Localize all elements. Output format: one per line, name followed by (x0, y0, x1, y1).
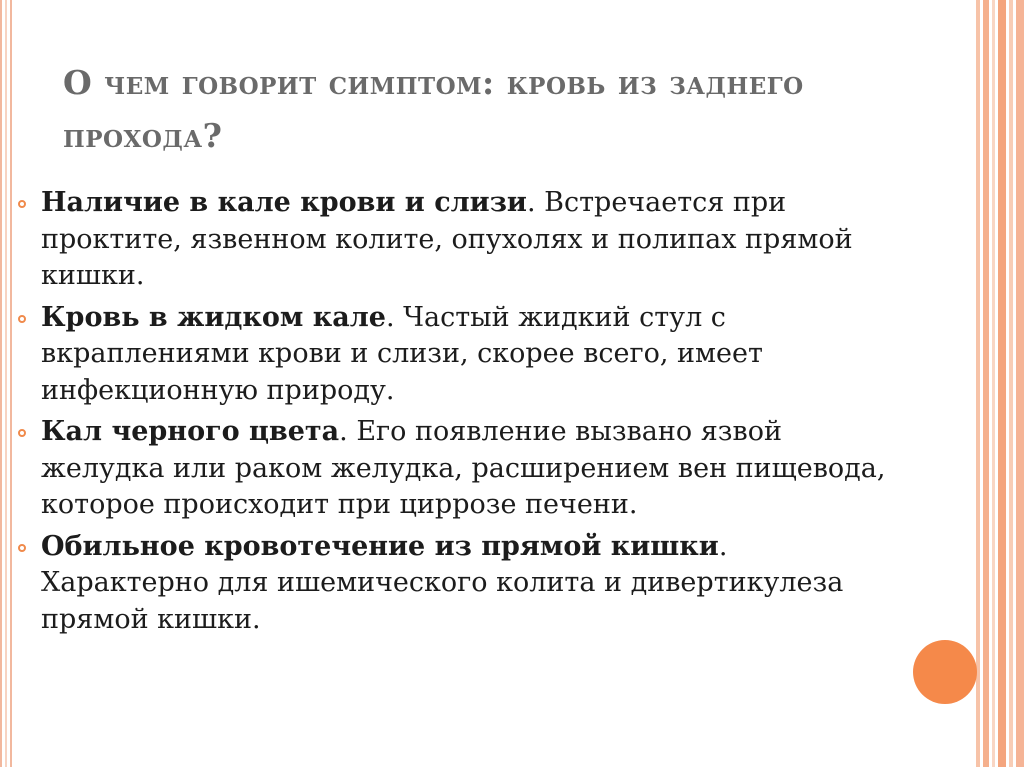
list-item (18, 185, 888, 295)
left-decorative-border (0, 0, 12, 767)
slide-title: О чем говорит симптом: кровь из заднего прохода? (63, 63, 804, 155)
list-item (18, 300, 888, 410)
item-text: . Встречается при проктите, язвенном колите, опухолях и полипах прямой кишки. (41, 187, 853, 291)
item-text: . Характерно для ишемического колита и дивертикулеза прямой кишки. (41, 530, 844, 635)
list-item (18, 529, 888, 639)
circle-bullet-icon (18, 200, 26, 208)
list-item (18, 414, 888, 524)
bullet-list (18, 185, 888, 643)
item-text: . Его появление вызвано язвой желудка или раком желудка, расширением вен пищевода, которое происходит при циррозе печени. (41, 416, 886, 520)
item-bold-text: Обильное кровотечение из прямой кишки (41, 530, 719, 562)
orange-circle-icon (913, 640, 977, 704)
circle-bullet-icon (18, 544, 26, 552)
item-bold-text: Наличие в кале крови и слизи (41, 187, 527, 218)
circle-bullet-icon (18, 429, 26, 437)
item-text: . Частый жидкий стул с вкраплениями крови и слизи, скорее всего, имеет инфекционную природу. (41, 301, 763, 406)
circle-bullet-icon (18, 315, 26, 323)
right-decorative-stripes (976, 0, 1024, 767)
item-bold-text: Кал черного цвета (41, 416, 340, 447)
item-bold-text: Кровь в жидком кале (41, 301, 386, 333)
